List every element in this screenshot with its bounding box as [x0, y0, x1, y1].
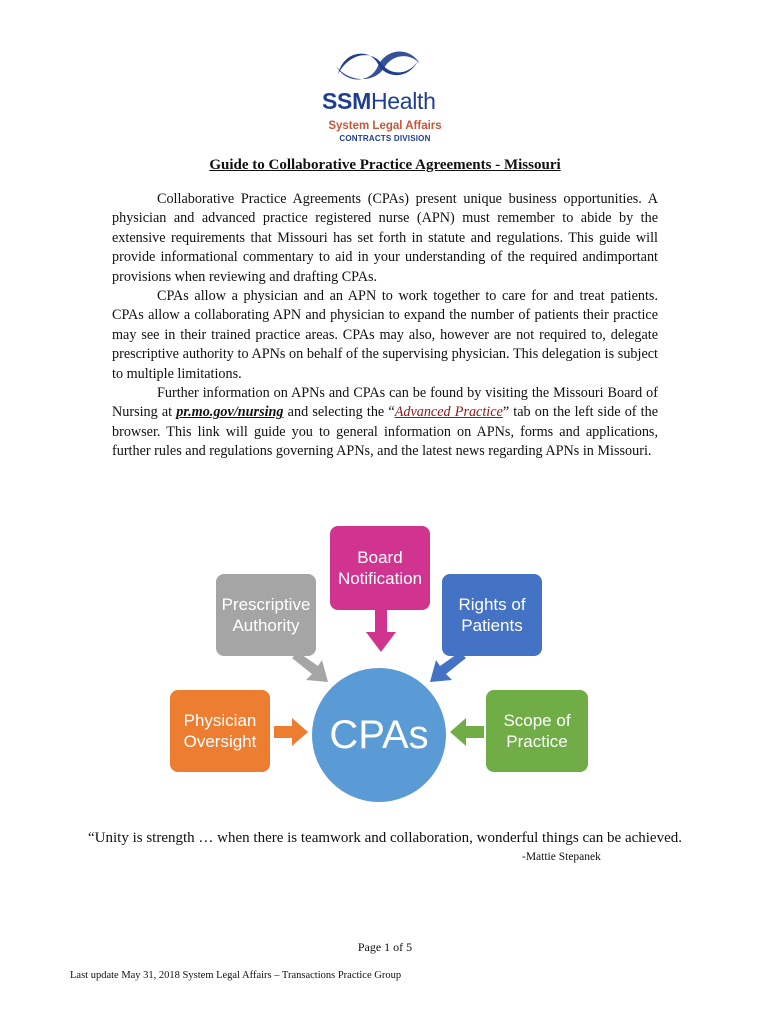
board-arrow-icon [366, 610, 396, 652]
nursing-board-link[interactable]: pr.mo.gov/nursing [176, 404, 284, 421]
document-title: Guide to Collaborative Practice Agreements - Missouri [209, 157, 561, 173]
scope-of-practice-box: Scope of Practice [486, 690, 588, 772]
prescriptive-authority-box: Prescriptive Authority [216, 574, 316, 656]
division-subtitle: CONTRACTS DIVISION [339, 134, 431, 143]
rights-arrow-icon [426, 652, 466, 682]
page-number: Page 1 of 5 [357, 940, 413, 954]
physician-oversight-box: Physician Oversight [170, 690, 270, 772]
ssm-health-logo [300, 44, 470, 154]
advanced-practice-tab-ref: Advanced Practice [394, 404, 503, 421]
paragraph-cpas: CPAs allow a physician and an APN to work together to care for and treat patients. CPAs allow a collaborating APN and physician to expand the number of patients their practice may see in their trained practice areas. CPAs may also, however are not required to, delegate prescriptive authority to APNs on behalf of the supervising physician. This delegation is subject to multiple limitations. [112, 288, 658, 382]
cpas-center-circle: CPAs [312, 668, 446, 802]
division-title: System Legal Affairs [328, 120, 442, 132]
paragraph-intro: Collaborative Practice Agreements (CPAs) present unique business opportunities. A physician and advanced practice registered nurse (APN) must remember to abide by the extensive requirements that Missouri has set forth in statute and regulations. This guide will provide informational commentary to aid in your understanding of the required andimportant provisions when reviewing and drafting CPAs. [112, 191, 658, 285]
quote-author: -Mattie Stepanek [522, 851, 601, 863]
paragraph-further-info: Further information on APNs and CPAs can be found by visiting the Missouri Board of Nursing at pr.mo.gov/nursing and selecting the “Advanced Practice” tab on the left side of the browser. This link will guide you to general information on APNs, forms and applications, further rules and regulations governing APNs, and the latest news regarding APNs in Missouri. [112, 385, 658, 460]
brand-wordmark: SSMHealth [322, 88, 436, 114]
quote-text: “Unity is strength … when there is teamwork and collaboration, wonderful things can be achieved. [88, 830, 682, 846]
prescriptive-arrow-icon [292, 652, 332, 682]
document-body [112, 190, 658, 462]
board-notification-box: Board Notification [330, 526, 430, 610]
infinity-logo-icon [330, 44, 426, 86]
footer-text: Last update May 31, 2018 System Legal Affairs – Transactions Practice Group [70, 970, 402, 981]
physician-arrow-icon [274, 718, 308, 746]
scope-arrow-icon [450, 718, 484, 746]
rights-of-patients-box: Rights of Patients [442, 574, 542, 656]
cpa-diagram [160, 520, 571, 830]
